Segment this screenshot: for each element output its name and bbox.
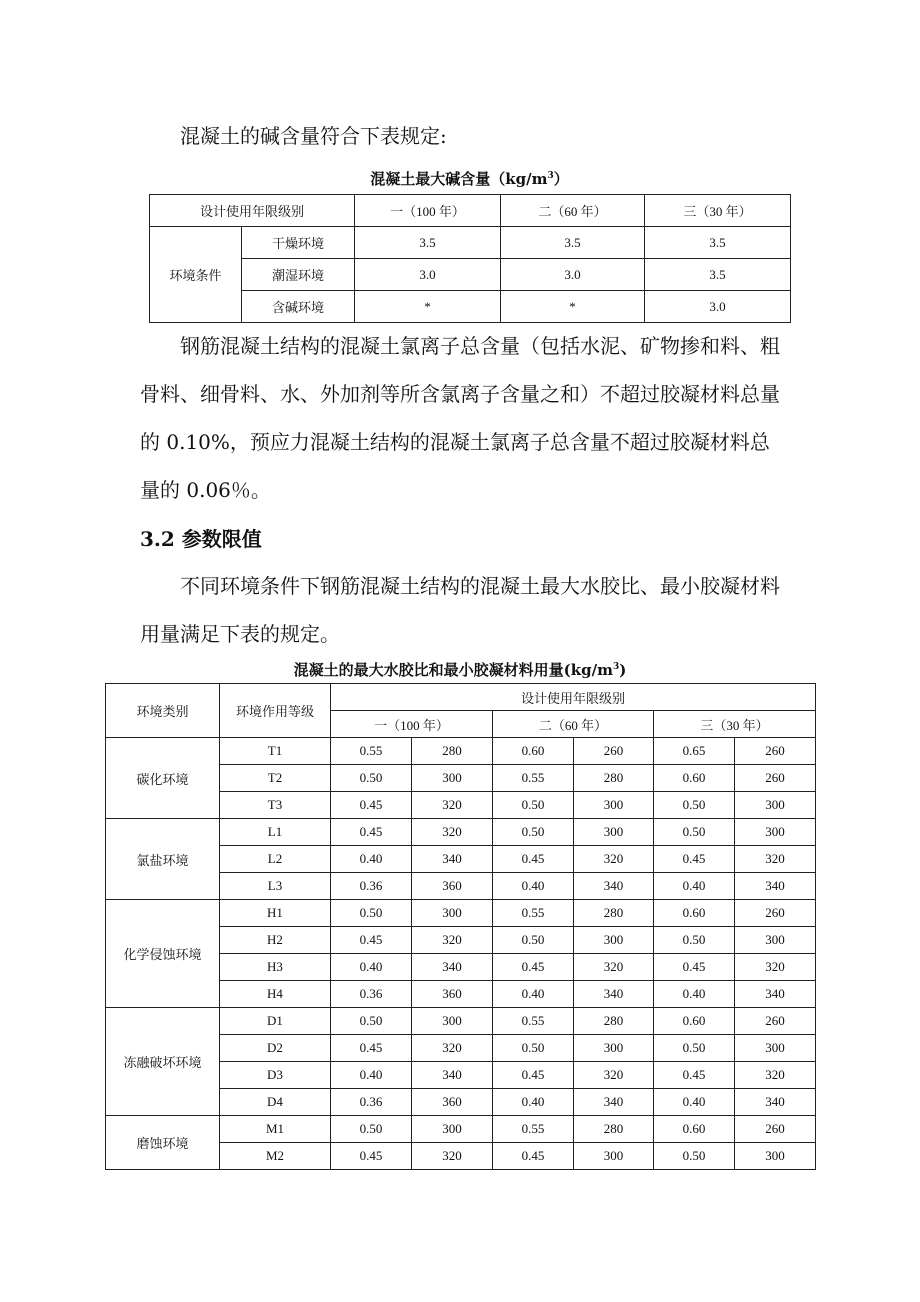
max-water-binder-ratio: 0.36 [331,981,412,1008]
action-grade: H2 [220,927,331,954]
action-grade: D2 [220,1035,331,1062]
min-binder-content: 300 [574,927,654,954]
max-water-binder-ratio: 0.45 [493,954,574,981]
max-water-binder-ratio: 0.60 [493,738,574,765]
environment-name: 潮湿环境 [242,259,355,291]
service-life-level-header: 二（60 年） [501,195,645,227]
section-heading: 3.2 参数限值 [140,527,262,551]
max-water-binder-ratio: 0.36 [331,1089,412,1116]
max-water-binder-ratio: 0.40 [493,981,574,1008]
max-water-binder-ratio: 0.50 [493,792,574,819]
service-life-level-header: 三（30 年） [654,711,816,738]
max-water-binder-ratio: 0.55 [493,900,574,927]
min-binder-content: 320 [574,846,654,873]
min-binder-content: 280 [574,900,654,927]
min-binder-content: 320 [412,927,493,954]
alkali-value: 3.0 [501,259,645,291]
alkali-content-table [149,194,791,323]
alkali-value: 3.5 [645,227,791,259]
min-binder-content: 260 [574,738,654,765]
max-water-binder-ratio: 0.50 [331,900,412,927]
table2-header-row [106,684,816,711]
min-binder-content: 300 [735,819,816,846]
min-binder-content: 300 [412,1008,493,1035]
max-water-binder-ratio: 0.50 [493,1035,574,1062]
max-water-binder-ratio: 0.60 [654,1116,735,1143]
max-water-binder-ratio: 0.40 [654,981,735,1008]
min-binder-content: 280 [574,1008,654,1035]
min-binder-content: 320 [735,954,816,981]
table1-caption: 混凝土最大碱含量$(kg/m^3)$ [370,170,569,188]
service-life-level-header: 一（100 年） [331,711,493,738]
min-binder-content: 340 [412,1062,493,1089]
max-water-binder-ratio: 0.45 [331,792,412,819]
environment-name: 含碱环境 [242,291,355,323]
max-water-binder-ratio: 0.36 [331,873,412,900]
min-binder-content: 320 [412,792,493,819]
service-life-class-header: 设计使用年限级别 [331,684,816,711]
service-life-level-header: 三（30 年） [645,195,791,227]
action-grade: M1 [220,1116,331,1143]
min-binder-content: 340 [735,873,816,900]
alkali-value: * [355,291,501,323]
environment-type-name: 磨蚀环境 [106,1116,220,1170]
min-binder-content: 280 [574,765,654,792]
min-binder-content: 340 [735,981,816,1008]
min-binder-content: 260 [735,1116,816,1143]
min-binder-content: 280 [574,1116,654,1143]
min-binder-content: 300 [735,1035,816,1062]
alkali-value: 3.0 [645,291,791,323]
action-grade: D1 [220,1008,331,1035]
min-binder-content: 300 [735,927,816,954]
service-life-level-header: 一（100 年） [355,195,501,227]
min-binder-content: 320 [412,819,493,846]
max-water-binder-ratio: 0.60 [654,1008,735,1035]
environment-type-header: 环境类别 [106,684,220,738]
max-water-binder-ratio: 0.45 [654,846,735,873]
alkali-value: 3.5 [645,259,791,291]
min-binder-content: 320 [735,846,816,873]
min-binder-content: 360 [412,1089,493,1116]
action-grade: D4 [220,1089,331,1116]
table-row [106,900,816,927]
max-water-binder-ratio: 0.40 [331,954,412,981]
environment-type-name: 冻融破坏环境 [106,1008,220,1116]
table-row [106,738,816,765]
table1-header-row [150,195,791,227]
max-water-binder-ratio: 0.50 [331,765,412,792]
intro-paragraph: 混凝土的碱含量符合下表规定: [180,124,447,148]
action-grade: D3 [220,1062,331,1089]
max-water-binder-ratio: 0.55 [493,1008,574,1035]
action-grade-header: 环境作用等级 [220,684,331,738]
min-binder-content: 360 [412,981,493,1008]
max-water-binder-ratio: 0.50 [654,1143,735,1170]
max-water-binder-ratio: 0.40 [654,1089,735,1116]
action-grade: L2 [220,846,331,873]
min-binder-content: 320 [574,954,654,981]
table2-caption: 混凝土的最大水胶比和最小胶凝材料用量$(kg/m^3)$ [293,661,627,679]
min-binder-content: 300 [574,792,654,819]
min-binder-content: 300 [574,1035,654,1062]
max-water-binder-ratio: 0.45 [331,1143,412,1170]
min-binder-content: 320 [412,1035,493,1062]
max-water-binder-ratio: 0.40 [331,846,412,873]
chloride-paragraph: 钢筋混凝土结构的混凝土氯离子总含量（包括水泥、矿物掺和料、粗骨料、细骨料、水、外加剂等所含氯离子含量之和）不超过胶凝材料总量的 0.10%，预应力混凝土结构的混凝土氯离子总含量不超过胶凝材料总量的 0.06％。 [140,334,780,502]
environment-condition-label: 环境条件 [150,227,242,323]
action-grade: M2 [220,1143,331,1170]
min-binder-content: 340 [574,981,654,1008]
min-binder-content: 360 [412,873,493,900]
min-binder-content: 340 [412,954,493,981]
action-grade: L1 [220,819,331,846]
action-grade: H3 [220,954,331,981]
min-binder-content: 260 [735,1008,816,1035]
max-water-binder-ratio: 0.60 [654,900,735,927]
environment-name: 干燥环境 [242,227,355,259]
min-binder-content: 260 [735,765,816,792]
max-water-binder-ratio: 0.50 [654,792,735,819]
max-water-binder-ratio: 0.55 [331,738,412,765]
max-water-binder-ratio: 0.50 [493,819,574,846]
max-water-binder-ratio: 0.50 [493,927,574,954]
action-grade: T3 [220,792,331,819]
action-grade: L3 [220,873,331,900]
table-row [150,227,791,259]
max-water-binder-ratio: 0.40 [331,1062,412,1089]
max-water-binder-ratio: 0.50 [654,819,735,846]
max-water-binder-ratio: 0.45 [331,1035,412,1062]
max-water-binder-ratio: 0.45 [654,1062,735,1089]
max-water-binder-ratio: 0.50 [654,927,735,954]
max-water-binder-ratio: 0.50 [654,1035,735,1062]
min-binder-content: 300 [412,900,493,927]
limits-paragraph: 不同环境条件下钢筋混凝土结构的混凝土最大水胶比、最小胶凝材料用量满足下表的规定。 [140,574,780,646]
max-water-binder-ratio: 0.45 [493,1062,574,1089]
service-life-level-header: 二（60 年） [493,711,654,738]
alkali-value: * [501,291,645,323]
min-binder-content: 300 [412,1116,493,1143]
max-water-binder-ratio: 0.45 [331,819,412,846]
max-water-binder-ratio: 0.45 [493,846,574,873]
environment-type-name: 氯盐环境 [106,819,220,900]
table-row [150,291,791,323]
table-row [106,1116,816,1143]
min-binder-content: 320 [574,1062,654,1089]
min-binder-content: 260 [735,900,816,927]
action-grade: H1 [220,900,331,927]
max-water-binder-ratio: 0.40 [493,873,574,900]
environment-type-name: 化学侵蚀环境 [106,900,220,1008]
min-binder-content: 300 [412,765,493,792]
min-binder-content: 300 [735,792,816,819]
max-water-binder-ratio: 0.45 [654,954,735,981]
max-water-binder-ratio: 0.65 [654,738,735,765]
min-binder-content: 300 [735,1143,816,1170]
min-binder-content: 300 [574,819,654,846]
max-water-binder-ratio: 0.40 [493,1089,574,1116]
action-grade: H4 [220,981,331,1008]
max-water-binder-ratio: 0.55 [493,765,574,792]
table-row [106,819,816,846]
alkali-value: 3.0 [355,259,501,291]
max-water-binder-ratio: 0.50 [331,1008,412,1035]
min-binder-content: 300 [574,1143,654,1170]
max-water-binder-ratio: 0.55 [493,1116,574,1143]
environment-type-name: 碳化环境 [106,738,220,819]
max-water-binder-ratio: 0.60 [654,765,735,792]
max-water-binder-ratio: 0.45 [331,927,412,954]
table-row [150,259,791,291]
action-grade: T1 [220,738,331,765]
min-binder-content: 320 [412,1143,493,1170]
alkali-value: 3.5 [501,227,645,259]
max-water-binder-ratio: 0.45 [493,1143,574,1170]
table-row [106,1008,816,1035]
action-grade: T2 [220,765,331,792]
min-binder-content: 320 [735,1062,816,1089]
min-binder-content: 340 [412,846,493,873]
min-binder-content: 260 [735,738,816,765]
service-life-class-header: 设计使用年限级别 [150,195,355,227]
min-binder-content: 340 [735,1089,816,1116]
min-binder-content: 280 [412,738,493,765]
max-water-binder-ratio: 0.50 [331,1116,412,1143]
water-binder-ratio-table [105,683,816,1170]
min-binder-content: 340 [574,1089,654,1116]
min-binder-content: 340 [574,873,654,900]
alkali-value: 3.5 [355,227,501,259]
max-water-binder-ratio: 0.40 [654,873,735,900]
